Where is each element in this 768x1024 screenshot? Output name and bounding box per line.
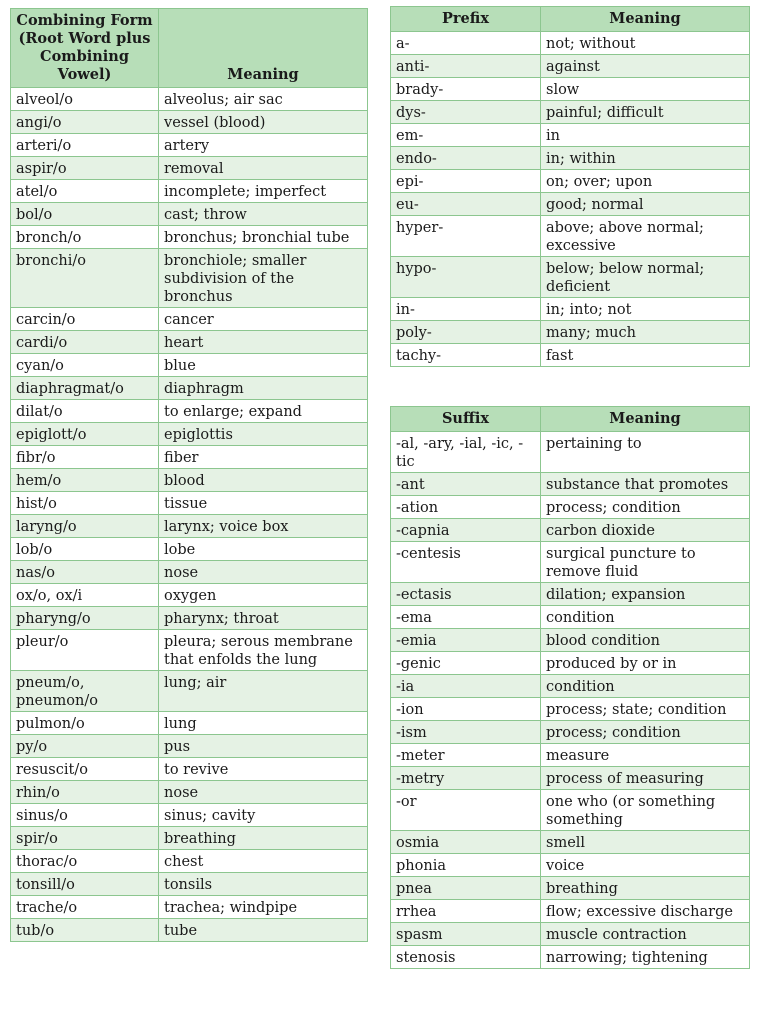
table-row	[391, 542, 750, 583]
meaning-cell: sinus; cavity	[159, 804, 368, 827]
meaning-cell: heart	[159, 331, 368, 354]
meaning-cell: measure	[541, 744, 750, 767]
term-cell: a-	[391, 32, 541, 55]
meaning-cell: cast; throw	[159, 203, 368, 226]
term-cell: -centesis	[391, 542, 541, 583]
term-cell: -emia	[391, 629, 541, 652]
table-row	[391, 877, 750, 900]
term-cell: anti-	[391, 55, 541, 78]
meaning-cell: artery	[159, 134, 368, 157]
table-row	[11, 515, 368, 538]
term-cell: lob/o	[11, 538, 159, 561]
meaning-cell: breathing	[541, 877, 750, 900]
table-row	[391, 900, 750, 923]
meaning-cell: lobe	[159, 538, 368, 561]
meaning-cell: good; normal	[541, 193, 750, 216]
table-row	[11, 88, 368, 111]
table-row	[391, 124, 750, 147]
meaning-cell: condition	[541, 606, 750, 629]
table-row	[391, 744, 750, 767]
meaning-cell: pharynx; throat	[159, 607, 368, 630]
term-cell: trache/o	[11, 896, 159, 919]
meaning-cell: pleura; serous membrane that enfolds the lung	[159, 630, 368, 671]
table-row	[391, 831, 750, 854]
suffix-header: Suffix	[391, 407, 541, 432]
table-row	[11, 423, 368, 446]
term-cell: nas/o	[11, 561, 159, 584]
meaning-cell: larynx; voice box	[159, 515, 368, 538]
term-cell: -ion	[391, 698, 541, 721]
table-row	[11, 180, 368, 203]
meaning-cell: carbon dioxide	[541, 519, 750, 542]
term-cell: bronchi/o	[11, 249, 159, 308]
meaning-cell: diaphragm	[159, 377, 368, 400]
table-row	[11, 377, 368, 400]
meaning-cell: oxygen	[159, 584, 368, 607]
meaning-cell: fiber	[159, 446, 368, 469]
combining-forms-table	[10, 8, 368, 942]
meaning-cell: muscle contraction	[541, 923, 750, 946]
table-row	[391, 519, 750, 542]
table-row	[391, 767, 750, 790]
table-row	[11, 561, 368, 584]
table-row	[391, 946, 750, 969]
term-cell: hyper-	[391, 216, 541, 257]
term-cell: dys-	[391, 101, 541, 124]
table-header-row	[11, 9, 368, 88]
meaning-cell: to enlarge; expand	[159, 400, 368, 423]
term-cell: -ectasis	[391, 583, 541, 606]
table-row	[11, 919, 368, 942]
meaning-cell: above; above normal; excessive	[541, 216, 750, 257]
term-cell: brady-	[391, 78, 541, 101]
meaning-cell: incomplete; imperfect	[159, 180, 368, 203]
term-cell: in-	[391, 298, 541, 321]
table-row	[391, 170, 750, 193]
term-cell: thorac/o	[11, 850, 159, 873]
table-row	[11, 827, 368, 850]
term-cell: angi/o	[11, 111, 159, 134]
meaning-header: Meaning	[159, 9, 368, 88]
table-row	[391, 216, 750, 257]
term-cell: ox/o, ox/i	[11, 584, 159, 607]
meaning-cell: process; state; condition	[541, 698, 750, 721]
term-cell: arteri/o	[11, 134, 159, 157]
term-cell: spasm	[391, 923, 541, 946]
meaning-cell: nose	[159, 781, 368, 804]
table-row	[11, 249, 368, 308]
table-row	[11, 671, 368, 712]
term-cell: poly-	[391, 321, 541, 344]
table-row	[11, 804, 368, 827]
meaning-cell: process; condition	[541, 496, 750, 519]
table-row	[391, 698, 750, 721]
term-cell: tachy-	[391, 344, 541, 367]
term-cell: bol/o	[11, 203, 159, 226]
meaning-cell: many; much	[541, 321, 750, 344]
table-row	[11, 331, 368, 354]
meaning-cell: one who (or something something	[541, 790, 750, 831]
table-row	[11, 469, 368, 492]
table-row	[391, 321, 750, 344]
table-row	[391, 496, 750, 519]
table-row	[391, 675, 750, 698]
table-row	[11, 712, 368, 735]
table-row	[11, 850, 368, 873]
meaning-cell: blue	[159, 354, 368, 377]
term-cell: rhin/o	[11, 781, 159, 804]
meaning-cell: trachea; windpipe	[159, 896, 368, 919]
table-header-row	[391, 7, 750, 32]
meaning-cell: tonsils	[159, 873, 368, 896]
table-row	[11, 492, 368, 515]
term-cell: hist/o	[11, 492, 159, 515]
term-cell: aspir/o	[11, 157, 159, 180]
table-row	[391, 473, 750, 496]
term-cell: dilat/o	[11, 400, 159, 423]
table-row	[391, 147, 750, 170]
meaning-cell: vessel (blood)	[159, 111, 368, 134]
meaning-cell: chest	[159, 850, 368, 873]
meaning-cell: dilation; expansion	[541, 583, 750, 606]
table-row	[391, 583, 750, 606]
meaning-cell: process; condition	[541, 721, 750, 744]
term-cell: pleur/o	[11, 630, 159, 671]
meaning-cell: in; into; not	[541, 298, 750, 321]
table-row	[11, 226, 368, 249]
meaning-cell: process of measuring	[541, 767, 750, 790]
term-cell: -or	[391, 790, 541, 831]
table-row	[11, 584, 368, 607]
term-cell: phonia	[391, 854, 541, 877]
table-row	[11, 308, 368, 331]
term-cell: epiglott/o	[11, 423, 159, 446]
term-cell: tonsill/o	[11, 873, 159, 896]
meaning-cell: fast	[541, 344, 750, 367]
meaning-cell: bronchus; bronchial tube	[159, 226, 368, 249]
term-cell: em-	[391, 124, 541, 147]
table-row	[11, 203, 368, 226]
meaning-cell: voice	[541, 854, 750, 877]
table-row	[391, 32, 750, 55]
meaning-cell: pus	[159, 735, 368, 758]
table-header-row	[391, 407, 750, 432]
term-cell: sinus/o	[11, 804, 159, 827]
table-row	[11, 781, 368, 804]
meaning-cell: below; below normal; deficient	[541, 257, 750, 298]
table-row	[11, 446, 368, 469]
meaning-cell: bronchiole; smaller subdivision of the bronchus	[159, 249, 368, 308]
meaning-cell: painful; difficult	[541, 101, 750, 124]
prefix-header: Prefix	[391, 7, 541, 32]
term-cell: -ant	[391, 473, 541, 496]
term-cell: bronch/o	[11, 226, 159, 249]
table-row	[11, 538, 368, 561]
meaning-cell: epiglottis	[159, 423, 368, 446]
term-cell: rrhea	[391, 900, 541, 923]
meaning-cell: in; within	[541, 147, 750, 170]
table-row	[11, 400, 368, 423]
table-row	[11, 111, 368, 134]
table-row	[391, 790, 750, 831]
meaning-cell: breathing	[159, 827, 368, 850]
term-cell: py/o	[11, 735, 159, 758]
table-row	[391, 193, 750, 216]
meaning-cell: produced by or in	[541, 652, 750, 675]
table-row	[391, 55, 750, 78]
table-row	[391, 432, 750, 473]
term-cell: atel/o	[11, 180, 159, 203]
term-cell: fibr/o	[11, 446, 159, 469]
meaning-cell: lung	[159, 712, 368, 735]
meaning-cell: slow	[541, 78, 750, 101]
table-row	[391, 344, 750, 367]
meaning-cell: substance that promotes	[541, 473, 750, 496]
table-row	[391, 606, 750, 629]
meaning-cell: surgical puncture to remove fluid	[541, 542, 750, 583]
table-row	[11, 354, 368, 377]
term-cell: pneum/o, pneumon/o	[11, 671, 159, 712]
term-cell: carcin/o	[11, 308, 159, 331]
meaning-cell: cancer	[159, 308, 368, 331]
term-cell: eu-	[391, 193, 541, 216]
table-row	[391, 101, 750, 124]
table-row	[391, 854, 750, 877]
term-cell: -ia	[391, 675, 541, 698]
term-cell: diaphragmat/o	[11, 377, 159, 400]
term-cell: -genic	[391, 652, 541, 675]
meaning-cell: tissue	[159, 492, 368, 515]
term-cell: stenosis	[391, 946, 541, 969]
term-cell: -metry	[391, 767, 541, 790]
table-row	[391, 721, 750, 744]
term-cell: alveol/o	[11, 88, 159, 111]
meaning-cell: flow; excessive discharge	[541, 900, 750, 923]
table-row	[391, 257, 750, 298]
suffix-table	[390, 406, 750, 969]
term-cell: endo-	[391, 147, 541, 170]
meaning-cell: smell	[541, 831, 750, 854]
table-row	[11, 896, 368, 919]
prefix-table	[390, 6, 750, 367]
combining-form-header: Combining Form (Root Word plus Combining Vowel)	[11, 9, 159, 88]
meaning-cell: pertaining to	[541, 432, 750, 473]
term-cell: pharyng/o	[11, 607, 159, 630]
term-cell: tub/o	[11, 919, 159, 942]
meaning-cell: blood condition	[541, 629, 750, 652]
term-cell: epi-	[391, 170, 541, 193]
term-cell: spir/o	[11, 827, 159, 850]
term-cell: -capnia	[391, 519, 541, 542]
table-row	[391, 652, 750, 675]
meaning-cell: lung; air	[159, 671, 368, 712]
table-row	[391, 78, 750, 101]
term-cell: -ism	[391, 721, 541, 744]
meaning-cell: nose	[159, 561, 368, 584]
term-cell: -ema	[391, 606, 541, 629]
term-cell: cyan/o	[11, 354, 159, 377]
table-row	[11, 630, 368, 671]
meaning-cell: not; without	[541, 32, 750, 55]
meaning-header: Meaning	[541, 7, 750, 32]
term-cell: laryng/o	[11, 515, 159, 538]
meaning-cell: to revive	[159, 758, 368, 781]
meaning-cell: tube	[159, 919, 368, 942]
meaning-cell: on; over; upon	[541, 170, 750, 193]
term-cell: cardi/o	[11, 331, 159, 354]
table-row	[11, 157, 368, 180]
table-row	[11, 735, 368, 758]
table-row	[391, 629, 750, 652]
table-row	[11, 758, 368, 781]
term-cell: pnea	[391, 877, 541, 900]
term-cell: -al, -ary, -ial, -ic, -tic	[391, 432, 541, 473]
term-cell: hypo-	[391, 257, 541, 298]
table-row	[11, 134, 368, 157]
term-cell: pulmon/o	[11, 712, 159, 735]
term-cell: -meter	[391, 744, 541, 767]
term-cell: -ation	[391, 496, 541, 519]
table-row	[391, 923, 750, 946]
meaning-cell: in	[541, 124, 750, 147]
term-cell: osmia	[391, 831, 541, 854]
term-cell: hem/o	[11, 469, 159, 492]
meaning-cell: blood	[159, 469, 368, 492]
meaning-header: Meaning	[541, 407, 750, 432]
meaning-cell: removal	[159, 157, 368, 180]
meaning-cell: narrowing; tightening	[541, 946, 750, 969]
table-row	[11, 607, 368, 630]
meaning-cell: condition	[541, 675, 750, 698]
meaning-cell: against	[541, 55, 750, 78]
meaning-cell: alveolus; air sac	[159, 88, 368, 111]
table-row	[11, 873, 368, 896]
term-cell: resuscit/o	[11, 758, 159, 781]
table-row	[391, 298, 750, 321]
